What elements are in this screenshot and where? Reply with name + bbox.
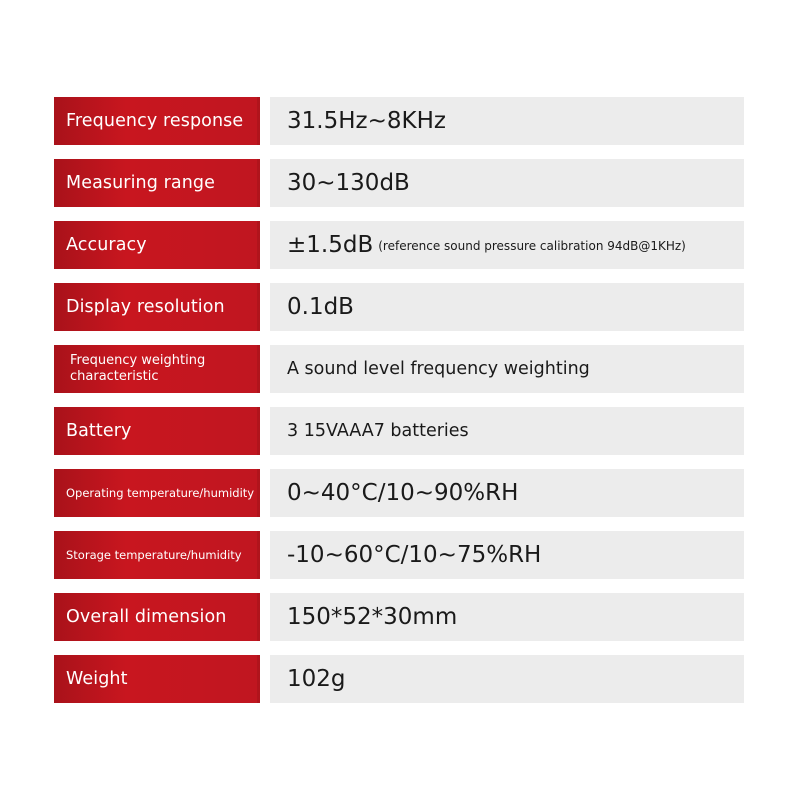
spec-value: -10~60°C/10~75%RH [287,542,542,568]
spec-value: 3 15VAAA7 batteries [287,421,469,441]
spec-value-cell [270,283,744,331]
spec-row-measuring-range [54,159,744,207]
spec-value-note: (reference sound pressure calibration 94dB@1KHz) [378,239,686,253]
row-divider [260,221,270,269]
spec-label: Overall dimension [54,593,260,641]
row-divider [260,531,270,579]
row-divider [260,407,270,455]
row-divider [260,593,270,641]
spec-value-cell [270,407,744,455]
spec-value-cell [270,97,744,145]
spec-value-cell [270,531,744,579]
spec-value: A sound level frequency weighting [287,359,590,379]
spec-value: 102g [287,666,346,692]
spec-label: Storage temperature/humidity [54,531,260,579]
spec-value-cell [270,345,744,393]
spec-label: Weight [54,655,260,703]
spec-row-accuracy [54,221,744,269]
spec-label: Frequency weighting characteristic [54,345,260,393]
spec-row-battery [54,407,744,455]
spec-value: 150*52*30mm [287,604,458,630]
spec-table [54,97,744,717]
spec-row-storage-temperature [54,531,744,579]
row-divider [260,283,270,331]
row-divider [260,469,270,517]
row-divider [260,345,270,393]
spec-row-overall-dimension [54,593,744,641]
spec-value-cell [270,221,744,269]
spec-value: 31.5Hz~8KHz [287,108,446,134]
spec-label: Measuring range [54,159,260,207]
spec-value-cell [270,593,744,641]
spec-row-frequency-response [54,97,744,145]
row-divider [260,159,270,207]
spec-value: ±1.5dB [287,232,374,258]
spec-row-display-resolution [54,283,744,331]
spec-row-operating-temperature [54,469,744,517]
spec-label: Accuracy [54,221,260,269]
spec-value-cell [270,469,744,517]
spec-row-weight [54,655,744,703]
spec-value: 0.1dB [287,294,354,320]
spec-label: Battery [54,407,260,455]
spec-row-frequency-weighting [54,345,744,393]
row-divider [260,655,270,703]
spec-label: Display resolution [54,283,260,331]
spec-value: 0~40°C/10~90%RH [287,480,519,506]
spec-label: Operating temperature/humidity [54,469,260,517]
spec-value-cell [270,655,744,703]
spec-value-cell [270,159,744,207]
spec-value: 30~130dB [287,170,410,196]
spec-label: Frequency response [54,97,260,145]
row-divider [260,97,270,145]
